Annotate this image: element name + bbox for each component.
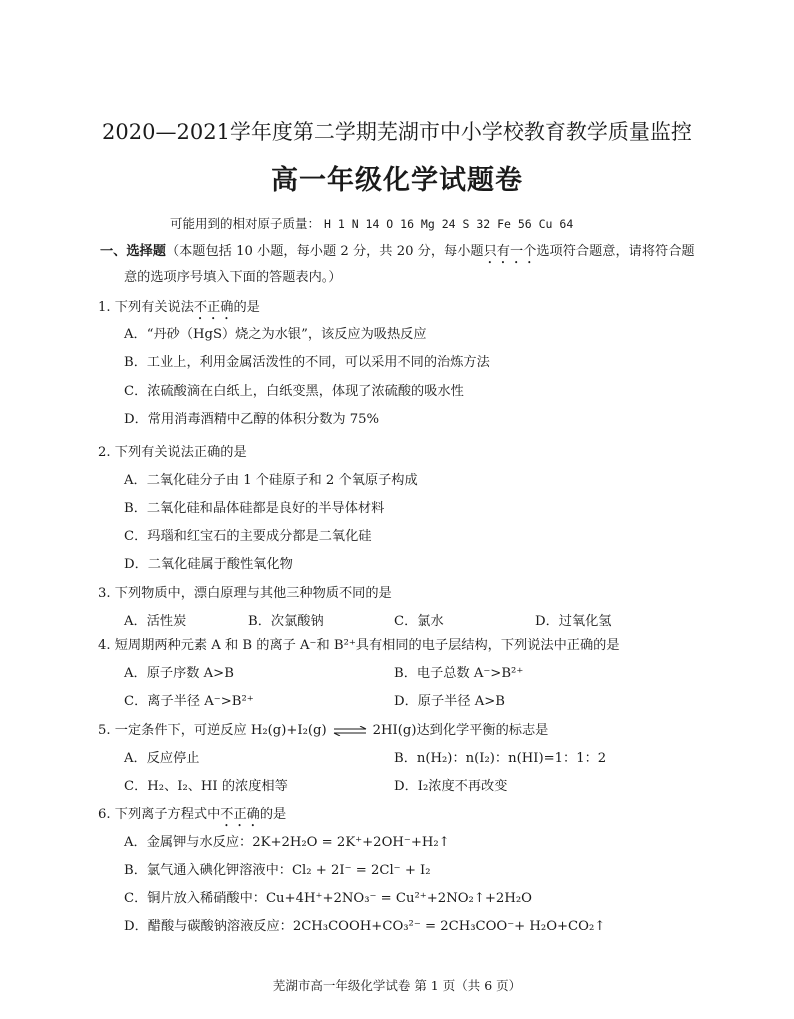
q6-stem-a: 6. 下列离子方程式中: [98, 807, 221, 822]
section-heading-line: [100, 240, 695, 267]
q6-option-d: D．醋酸与碳酸钠溶液反应：2CH₃COOH+CO₃²⁻ = 2CH₃COO⁻+ H₂O+CO₂↑: [124, 919, 606, 934]
q5-stem-b: 2HI(g)达到化学平衡的标志是: [372, 723, 549, 738]
section-intro-emphasis: 只有一个: [483, 244, 537, 259]
q6-option-a: A．金属钾与水反应：2K+2H₂O = 2K⁺+2OH⁻+H₂↑: [124, 835, 450, 850]
q1-option-b: B．工业上，利用金属活泼性的不同，可以采用不同的治炼方法: [124, 355, 490, 370]
exam-header-line: 2020—2021学年度第二学期芜湖市中小学校教育教学质量监控: [102, 120, 692, 144]
q1-stem-b: 的是: [233, 300, 260, 315]
exam-title: 高一年级化学试题卷: [271, 165, 523, 196]
q6-stem-b: 的是: [259, 807, 287, 822]
q2-stem: 2. 下列有关说法正确的是: [98, 445, 247, 460]
page-footer: 芜湖市高一年级化学试卷 第 1 页（共 6 页）: [272, 978, 522, 993]
section-intro-b: 选项符合题意，请将符合题: [536, 244, 695, 259]
equilibrium-arrow-icon: [333, 726, 367, 736]
q1-stem-emphasis: 不正确: [193, 300, 234, 315]
q5-stem-a: 5. 一定条件下，可逆反应 H₂(g)+I₂(g): [98, 723, 327, 738]
q3-stem: 3. 下列物质中，漂白原理与其他三种物质不同的是: [98, 586, 392, 601]
q3-option-d: D．过氧化氢: [535, 614, 612, 629]
q1-stem: [98, 296, 260, 323]
q3-option-a: A．活性炭: [124, 614, 187, 629]
q1-option-a: A．“丹砂（HgS）烧之为水银”，该反应为吸热反应: [124, 327, 427, 342]
q1-option-d: D．常用消毒酒精中乙醇的体积分数为 75%: [124, 412, 380, 427]
q6-stem-emphasis: 不正确: [220, 807, 260, 822]
q2-option-b: B．二氧化硅和晶体硅都是良好的半导体材料: [124, 501, 385, 516]
q1-option-c: C．浓硫酸滴在白纸上，白纸变黑，体现了浓硫酸的吸水性: [124, 384, 464, 399]
section-intro-line2: 意的选项序号填入下面的答题表内。）: [124, 270, 342, 285]
atomic-masses-label: 可能用到的相对原子质量：: [170, 216, 321, 231]
q2-option-d: D．二氧化硅属于酸性氧化物: [124, 557, 293, 572]
q4-option-a: A．原子序数 A>B: [124, 666, 234, 681]
atomic-masses: [170, 214, 573, 232]
q2-option-c: C．玛瑙和红宝石的主要成分都是二氧化硅: [124, 529, 372, 544]
q6-option-b: B．氯气通入碘化钾溶液中：Cl₂ + 2I⁻ = 2Cl⁻ + I₂: [124, 863, 431, 878]
q6-stem: [98, 803, 286, 830]
q2-option-a: A．二氧化硅分子由 1 个硅原子和 2 个氧原子构成: [124, 473, 418, 488]
atomic-masses-values: H 1 N 14 O 16 Mg 24 S 32 Fe 56 Cu 64: [324, 217, 574, 231]
q4-stem: 4. 短周期两种元素 A 和 B 的离子 A⁻和 B²⁺具有相同的电子层结构，下列说法中正确的是: [98, 638, 620, 653]
q3-option-c: C．氯水: [394, 614, 444, 629]
q4-option-c: C．离子半径 A⁻>B²⁺: [124, 694, 254, 709]
q4-option-b: B．电子总数 A⁻>B²⁺: [394, 666, 524, 681]
q5-option-d: D．I₂浓度不再改变: [394, 779, 508, 794]
q5-option-a: A．反应停止: [124, 751, 200, 766]
q5-option-c: C．H₂、I₂、HI 的浓度相等: [124, 779, 288, 794]
section-heading: 一、选择题: [100, 244, 166, 259]
section-intro-a: （本题包括 10 小题，每小题 2 分，共 20 分，每小题: [165, 244, 484, 259]
q5-stem: [98, 719, 548, 738]
q6-option-c: C．铜片放入稀硝酸中：Cu+4H⁺+2NO₃⁻ = Cu²⁺+2NO₂↑+2H₂O: [124, 891, 532, 906]
q4-option-d: D．原子半径 A>B: [394, 694, 505, 709]
q5-option-b: B．n(H₂)：n(I₂)：n(HI)=1：1：2: [394, 751, 607, 766]
q3-option-b: B．次氯酸钠: [248, 614, 324, 629]
q1-stem-a: 1. 下列有关说法: [98, 300, 194, 315]
